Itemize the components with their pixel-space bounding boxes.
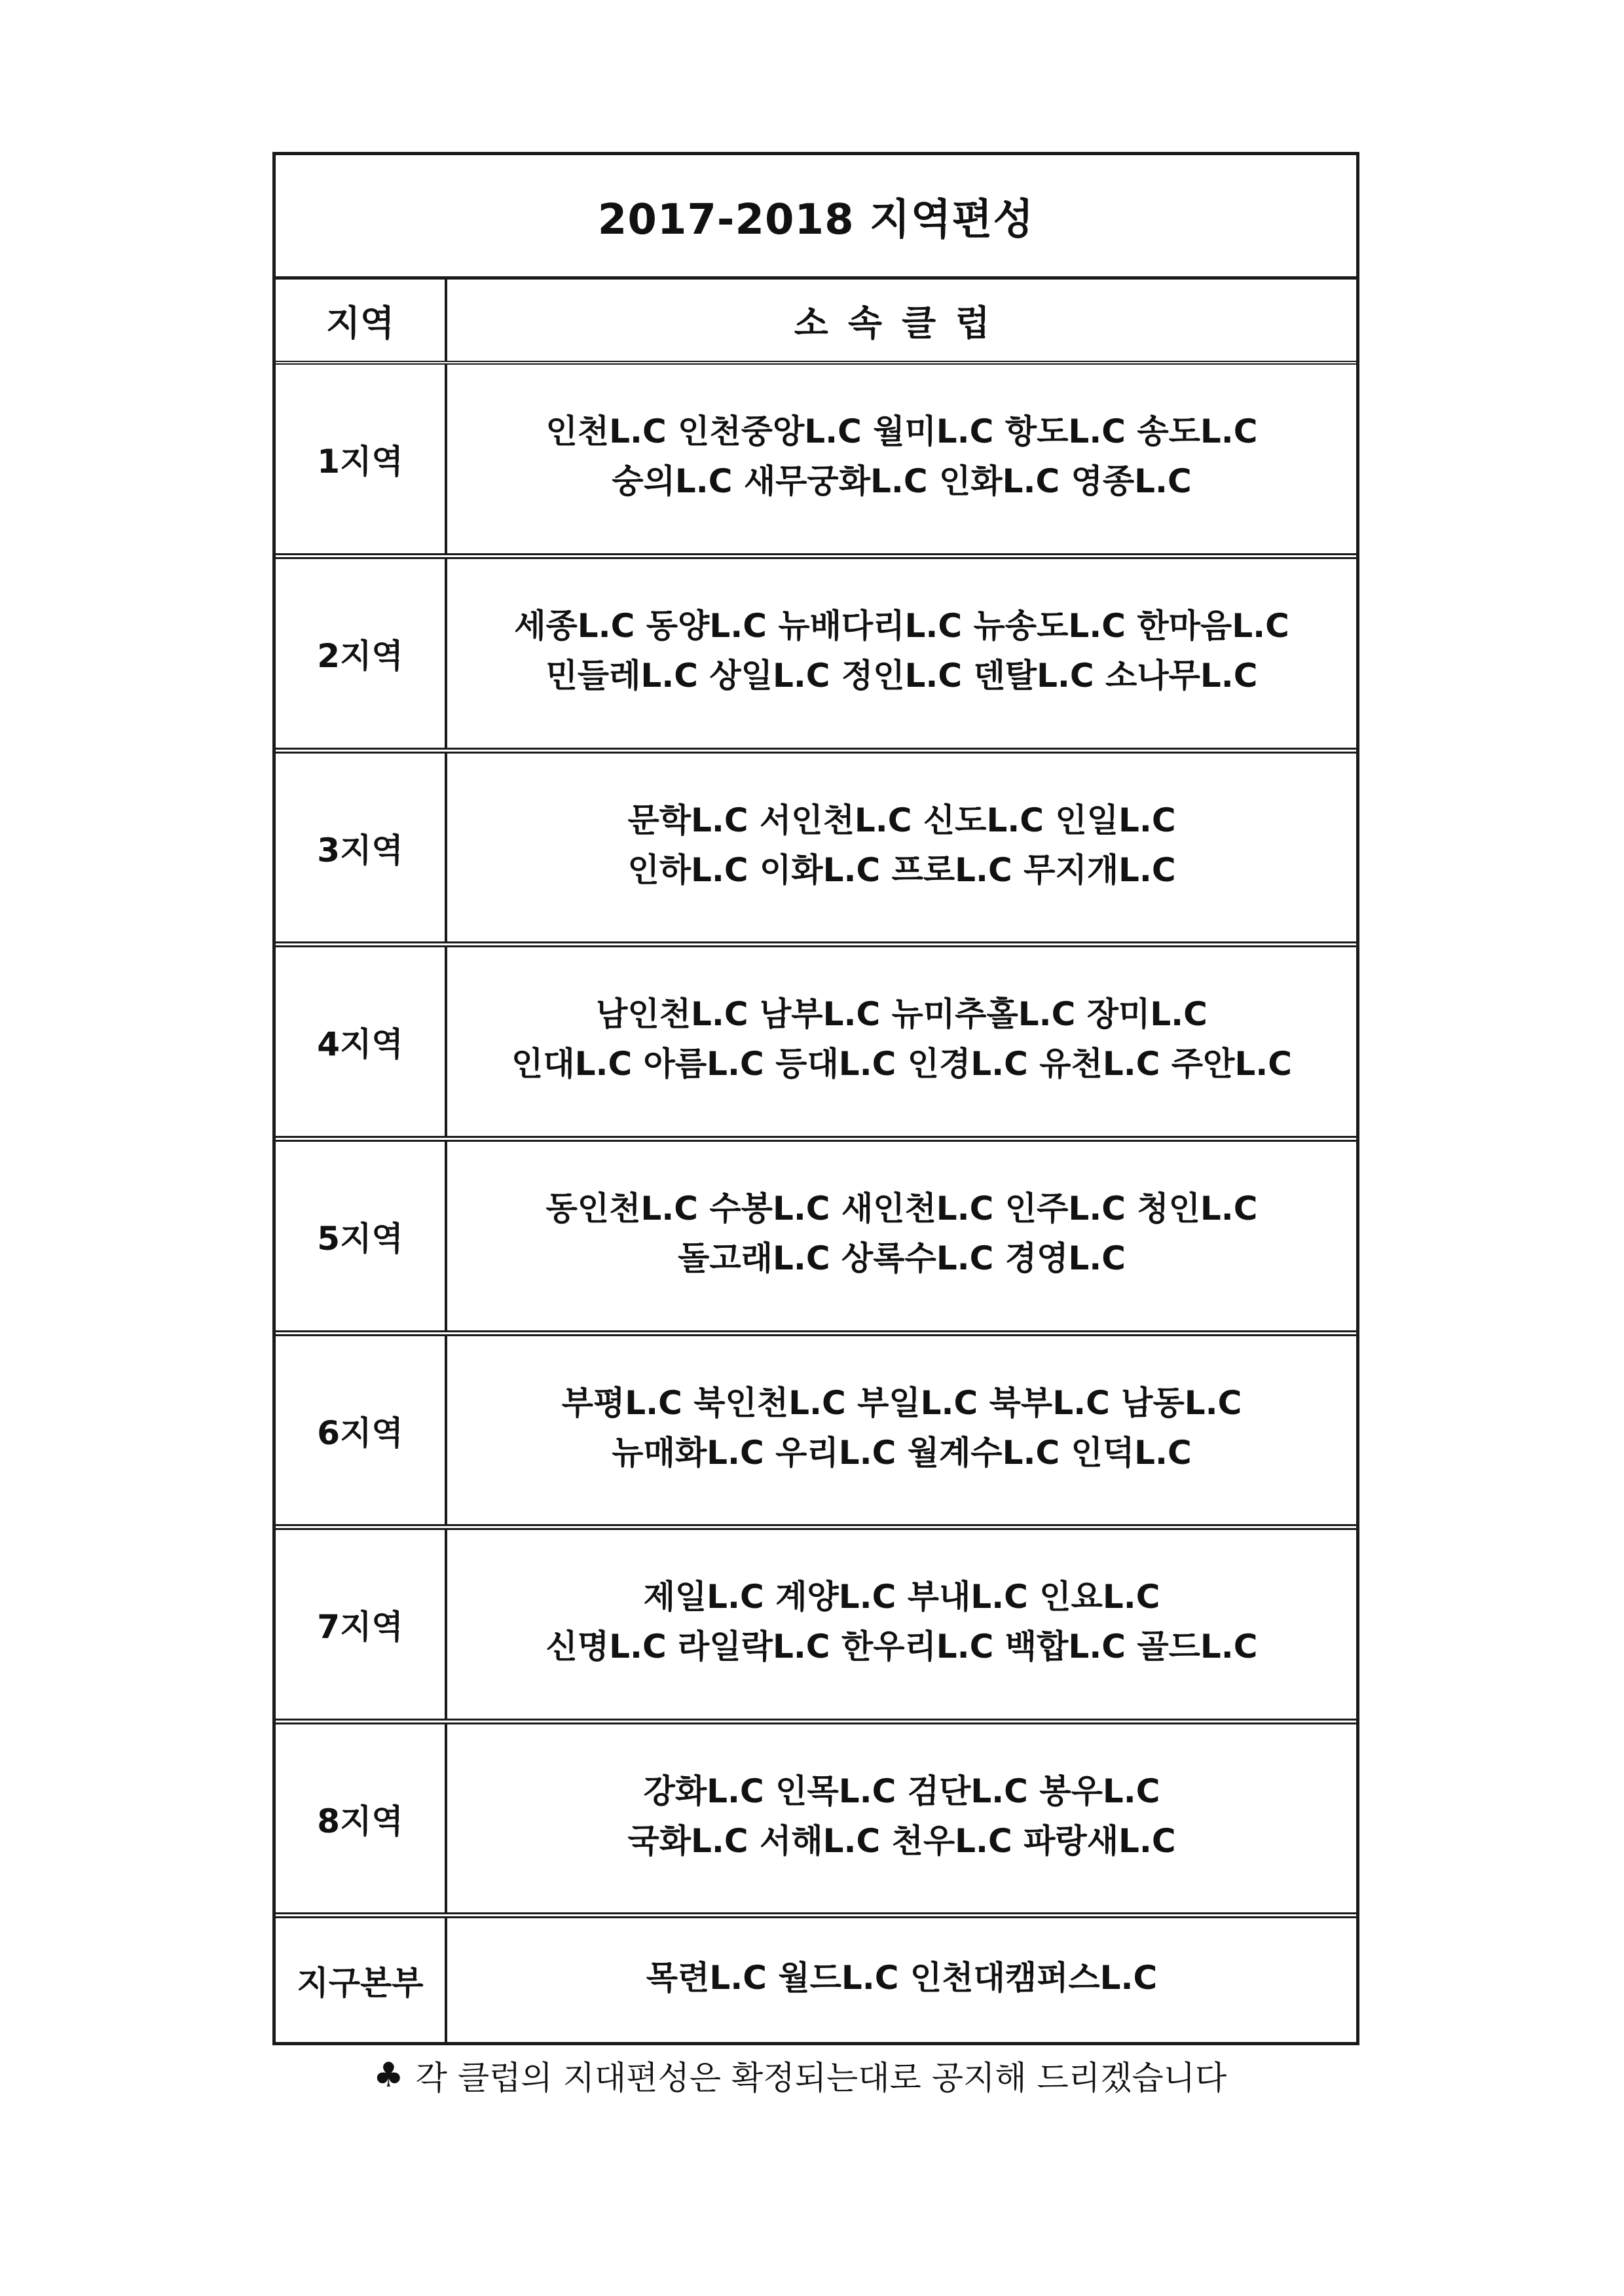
table-row [276,365,1356,559]
page-title: 2017-2018 지역편성 [276,155,1356,280]
club-line: 돌고래L.C 상록수L.C 경영L.C [678,1239,1126,1277]
club-line: 뉴매화L.C 우리L.C 월계수L.C 인덕L.C [612,1433,1192,1472]
region-name: 3지역 [276,754,447,941]
footnote-text: 각 클럽의 지대편성은 확정되는대로 공지해 드리겠습니다 [415,2059,1227,2097]
club-line: 인하L.C 이화L.C 프로L.C 무지개L.C [627,850,1176,889]
table-row [276,1724,1356,1918]
table-row [276,1918,1356,2042]
table-row [276,1142,1356,1336]
club-line: 신명L.C 라일락L.C 한우리L.C 백합L.C 골드L.C [545,1628,1258,1666]
club-list [447,947,1356,1136]
club-line: 숭의L.C 새무궁화L.C 인화L.C 영종L.C [612,462,1192,500]
club-list [447,1530,1356,1719]
footnote [373,2052,1356,2099]
club-list [447,1336,1356,1524]
region-name: 2지역 [276,559,447,748]
club-line: 부평L.C 북인천L.C 부일L.C 북부L.C 남동L.C [561,1383,1242,1422]
table-row [276,947,1356,1142]
region-table [272,152,1359,2045]
club-list [447,1142,1356,1330]
region-name: 6지역 [276,1336,447,1524]
club-line: 목련L.C 월드L.C 인천대캠퍼스L.C [646,1958,1158,1997]
club-line: 세종L.C 동양L.C 뉴배다리L.C 뉴송도L.C 한마음L.C [514,607,1289,645]
region-name: 7지역 [276,1530,447,1719]
club-list [447,365,1356,553]
club-list [447,1724,1356,1912]
region-name: 4지역 [276,947,447,1136]
club-line: 인천L.C 인천중앙L.C 월미L.C 항도L.C 송도L.C [545,412,1258,450]
table-row [276,1336,1356,1530]
region-name: 5지역 [276,1142,447,1330]
region-name: 지구본부 [276,1918,447,2042]
club-line: 강화L.C 인목L.C 검단L.C 봉우L.C [643,1772,1160,1810]
club-line: 동인천L.C 수봉L.C 새인천L.C 인주L.C 청인L.C [545,1190,1258,1228]
clubs-column-header: 소속클럽 [794,302,1010,344]
table-row [276,754,1356,947]
club-line: 국화L.C 서해L.C 천우L.C 파랑새L.C [627,1821,1176,1860]
club-line: 제일L.C 계양L.C 부내L.C 인요L.C [643,1578,1160,1616]
region-name: 1지역 [276,365,447,553]
club-line: 인대L.C 아름L.C 등대L.C 인경L.C 유천L.C 주안L.C [511,1045,1292,1083]
club-line: 남인천L.C 남부L.C 뉴미추홀L.C 장미L.C [596,995,1208,1033]
club-line: 문학L.C 서인천L.C 신도L.C 인일L.C [627,801,1176,839]
club-suit-icon: ♣ [373,2056,404,2095]
table-row [276,1530,1356,1724]
club-line: 민들레L.C 상일L.C 정인L.C 덴탈L.C 소나무L.C [545,657,1258,695]
table-header [276,280,1356,365]
table-row [276,559,1356,754]
region-name: 8지역 [276,1724,447,1912]
region-column-header: 지역 [276,280,447,361]
club-list [447,1918,1356,2042]
club-list [447,559,1356,748]
club-list [447,754,1356,941]
